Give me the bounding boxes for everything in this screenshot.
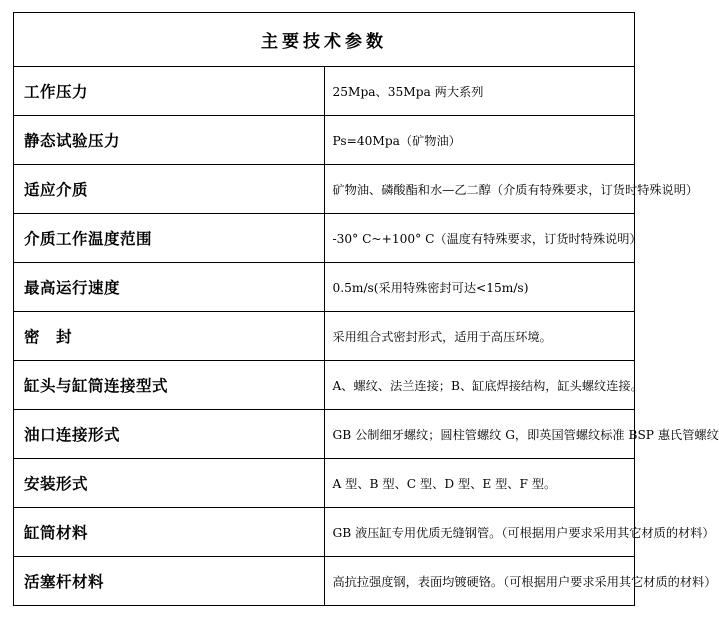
table-row <box>14 165 635 214</box>
table-title: 主要技术参数 <box>14 13 635 67</box>
table-row <box>14 508 635 557</box>
row-value: A、螺纹、法兰连接；B、缸底焊接结构，缸头螺纹连接。 <box>324 361 635 410</box>
row-label: 缸头与缸筒连接型式 <box>14 361 325 410</box>
row-label: 介质工作温度范围 <box>14 214 325 263</box>
row-value: 高抗拉强度钢，表面均镀硬铬。（可根据用户要求采用其它材质的材料） <box>324 557 635 606</box>
row-label: 缸筒材料 <box>14 508 325 557</box>
row-label: 静态试验压力 <box>14 116 325 165</box>
row-label: 工作压力 <box>14 67 325 116</box>
row-label: 适应介质 <box>14 165 325 214</box>
row-label: 油口连接形式 <box>14 410 325 459</box>
table-row <box>14 459 635 508</box>
row-value: 0.5m/s(采用特殊密封可达<15m/s) <box>324 263 635 312</box>
table-row <box>14 557 635 606</box>
spec-table-body <box>14 13 719 606</box>
row-value: 25Mpa、35Mpa 两大系列 <box>324 67 635 116</box>
table-row <box>14 214 635 263</box>
title-row <box>14 13 635 67</box>
row-label: 安装形式 <box>14 459 325 508</box>
row-value: 采用组合式密封形式，适用于高压环境。 <box>324 312 635 361</box>
row-value: 矿物油、磷酸酯和水—乙二醇（介质有特殊要求，订货时特殊说明） <box>324 165 635 214</box>
row-value: GB 液压缸专用优质无缝钢管。（可根据用户要求采用其它材质的材料） <box>324 508 635 557</box>
table-row <box>14 410 635 459</box>
row-value: -30° C~+100° C（温度有特殊要求，订货时特殊说明） <box>324 214 635 263</box>
table-row <box>14 116 635 165</box>
table-row <box>14 361 635 410</box>
table-row <box>14 312 635 361</box>
row-label: 密 封 <box>14 312 325 361</box>
row-label: 活塞杆材料 <box>14 557 325 606</box>
table-row <box>14 67 635 116</box>
spec-table <box>13 12 719 606</box>
row-label: 最高运行速度 <box>14 263 325 312</box>
row-value: Ps=40Mpa（矿物油） <box>324 116 635 165</box>
row-value: GB 公制细牙螺纹；圆柱管螺纹 G，即英国管螺纹标准 BSP 惠氏管螺纹 <box>324 410 635 459</box>
table-row <box>14 263 635 312</box>
row-value: A 型、B 型、C 型、D 型、E 型、F 型。 <box>324 459 635 508</box>
